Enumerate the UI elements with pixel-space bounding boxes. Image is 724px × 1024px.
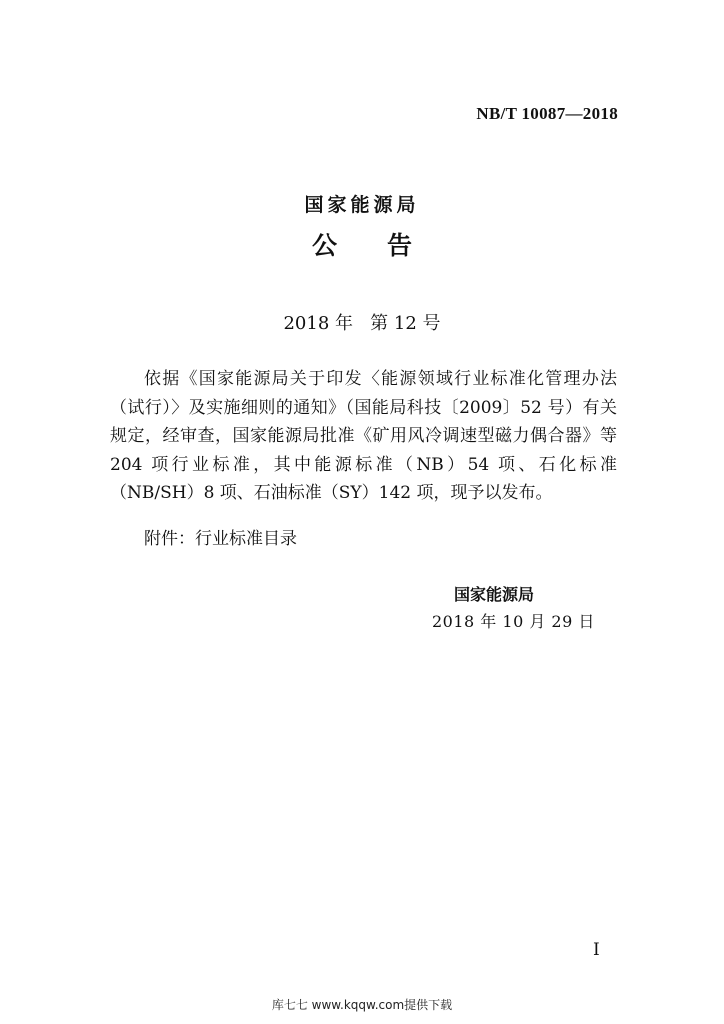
- page-number: I: [593, 940, 600, 960]
- signature-date: 2018 年 10 月 29 日: [432, 612, 595, 631]
- attachment-line: 附件：行业标准目录: [144, 529, 297, 549]
- notice-number: 2018 年 第 12 号: [283, 313, 441, 334]
- notice-body: 依据《国家能源局关于印发〈能源领域行业标准化管理办法（试行）〉及实施细则的通知》（国能局科技〔2009〕52 号）有关规定，经审查，国家能源局批准《矿用风冷调速型磁力偶合器》等 204 项行业标准，其中能源标准（NB）54 项、石化标准（NB/SH）8 项、石油标准（SY）142 项，现予以发布。: [110, 369, 617, 503]
- notice-title: 公告: [311, 231, 462, 260]
- standard-number: NB/T 10087—2018: [476, 104, 618, 123]
- signature-organization: 国家能源局: [454, 585, 535, 604]
- issuer-title: 国家能源局: [304, 194, 420, 216]
- download-footer: 库七七 www.kqqw.com提供下载: [271, 998, 453, 1012]
